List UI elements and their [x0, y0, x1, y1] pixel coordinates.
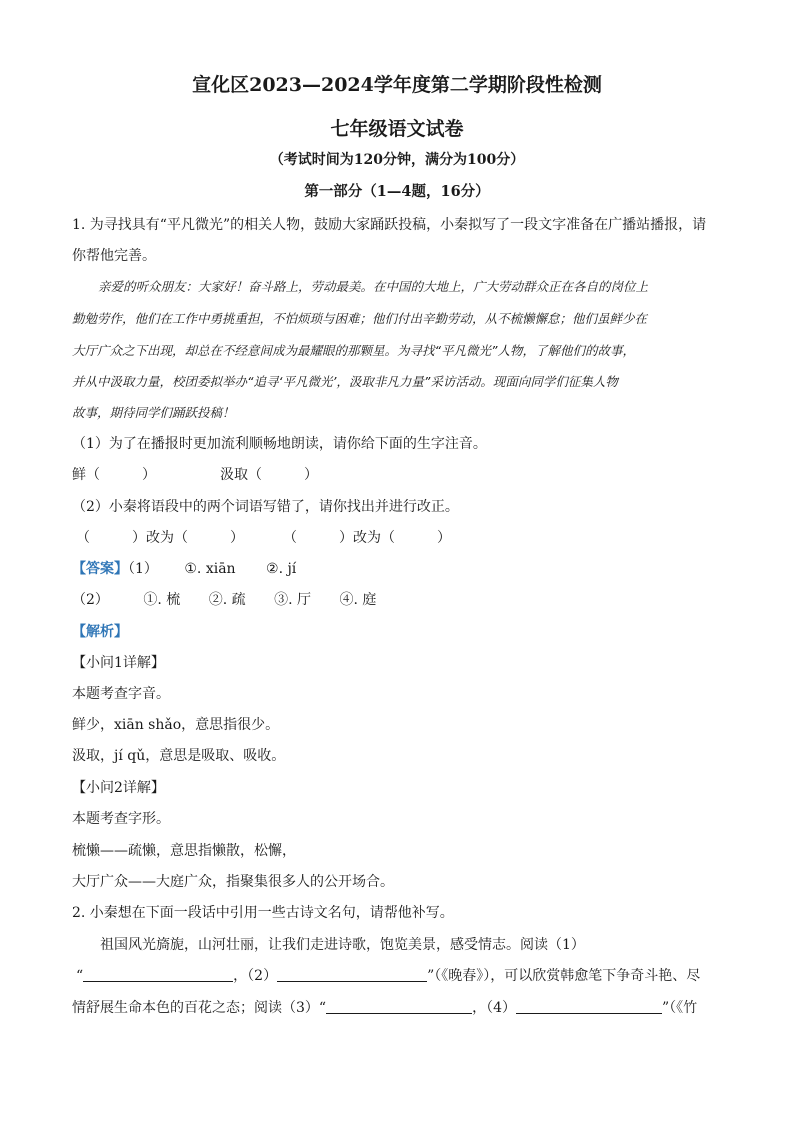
q2-line2 — [76, 965, 700, 985]
analysis-line: 大厅广众——大庭广众，指聚集很多人的公开场合。 — [72, 874, 394, 890]
q2-line3 — [72, 997, 697, 1017]
analysis-line: 鲜少，xiān shǎo，意思指很少。 — [72, 717, 280, 733]
q1-sub2: （2）小秦将语段中的两个词语写错了，请你找出并进行改正。 — [72, 499, 459, 515]
q1-stem-line1: 1. 为寻找具有“平凡微光”的相关人物，鼓励大家踊跃投稿，小秦拟写了一段文字准备在广播站播报，请 — [72, 217, 707, 233]
q1-sub2-item: （ ）改为（ ） — [76, 530, 244, 546]
q1-sub1-item: 汲取（ ） — [220, 467, 318, 483]
q1-passage-line: 勤勉劳作，他们在工作中勇挑重担，不怕烦琐与困难；他们付出辛勤劳动，从不梳懒懈怠；他们虽鲜少在 — [72, 311, 648, 326]
answer-item: ④. 庭 — [339, 592, 377, 608]
q2-line3-head: 情舒展生命本色的百花之态；阅读（3）“ — [72, 1000, 327, 1016]
answer-item: ②. jí — [266, 561, 297, 577]
q2-line3-tail: ”（《竹 — [662, 1000, 698, 1016]
analysis-line: 本题考查字形。 — [72, 811, 170, 827]
q2-stem: 2. 小秦想在下面一段话中引用一些古诗文名句，请帮他补写。 — [72, 905, 454, 921]
q1-passage-line: 亲爱的听众朋友：大家好！奋斗路上，劳动最美。在中国的大地上，广大劳动群众正在各自的岗位上 — [98, 279, 649, 294]
q1-sub1-item: 鲜（ ） — [72, 467, 156, 483]
analysis-line: 本题考查字音。 — [72, 686, 170, 702]
answer-item: ①. xiān — [184, 561, 236, 577]
q1-stem-line2: 你帮他完善。 — [72, 248, 156, 264]
exam-time-note: （考试时间为120分钟，满分为100分） — [269, 152, 525, 168]
q2-blank4-label: ，（4） — [472, 1000, 516, 1016]
answer-item: ③. 厅 — [274, 592, 311, 608]
q1-sub1: （1）为了在播报时更加流利顺畅地朗读，请你给下面的生字注音。 — [72, 436, 487, 452]
analysis-line: 汲取，jí qǔ，意思是吸取、吸收。 — [72, 748, 286, 764]
q2-quote-open: “ — [76, 968, 84, 984]
answer-blank-2[interactable] — [277, 967, 427, 982]
answer-label: 【答案】 — [72, 561, 128, 577]
q2-line2-tail: ”（《晚春》），可以欣赏韩愈笔下争奇斗艳、尽 — [427, 968, 701, 984]
q1-passage-line: 并从中汲取力量，校团委拟举办“追寻‘平凡微光’，汲取非凡力量”采访活动。现面向同学们征集人物 — [72, 374, 618, 389]
answer-line2 — [72, 589, 376, 609]
answer-blank-3[interactable] — [326, 999, 472, 1014]
exam-subtitle: 七年级语文试卷 — [330, 118, 464, 140]
q1-passage-line: 大厅广众之下出现，却总在不经意间成为最耀眼的那颗星。为寻找“平凡微光”人物，了解他们的故事， — [72, 343, 635, 358]
answer-line2-num: （2） — [72, 592, 109, 608]
analysis-line: 【小问1详解】 — [72, 655, 165, 671]
q2-line1: 祖国风光旖旎，山河壮丽，让我们走进诗歌，饱览美景，感受情志。阅读（1） — [100, 937, 585, 953]
answer-item: ②. 疏 — [208, 592, 246, 608]
part-heading: 第一部分（1—4题，16分） — [304, 183, 490, 200]
analysis-label: 【解析】 — [72, 624, 128, 640]
q2-blank2-label: ，（2） — [233, 968, 278, 984]
answer-line1-num: （1） — [128, 561, 158, 577]
answer-item: ①. 梳 — [143, 592, 181, 608]
exam-title: 宣化区2023—2024学年度第二学期阶段性检测 — [192, 74, 602, 96]
analysis-line: 【小问2详解】 — [72, 780, 165, 796]
analysis-line: 梳懒——疏懒，意思指懒散，松懈， — [72, 843, 296, 859]
answer-blank-1[interactable] — [83, 967, 233, 982]
q1-sub2-item: （ ）改为（ ） — [283, 530, 451, 546]
answer-line1 — [72, 558, 296, 578]
answer-blank-4[interactable] — [516, 999, 662, 1014]
q1-passage-line: 故事，期待同学们踊跃投稿！ — [72, 405, 235, 420]
